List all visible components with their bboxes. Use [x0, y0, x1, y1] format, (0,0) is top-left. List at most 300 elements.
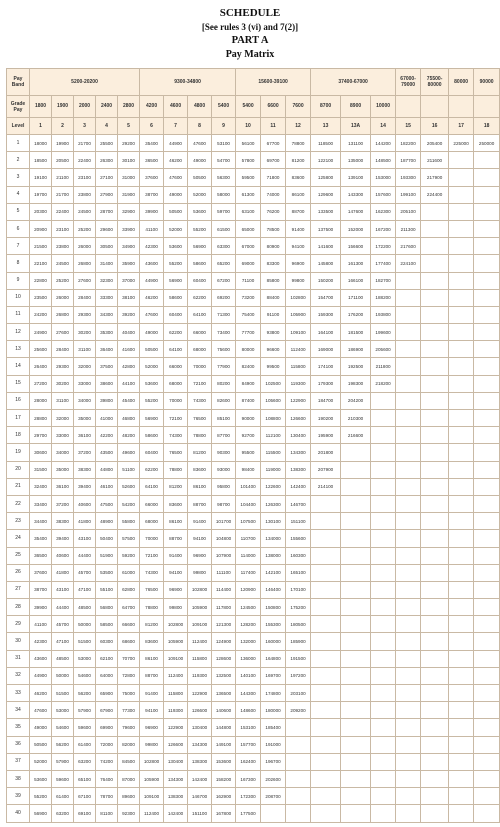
- table-row: [7, 547, 500, 564]
- pay-cell: [396, 358, 421, 375]
- grade-pay-row: [7, 96, 500, 118]
- pay-cell: 38700: [30, 581, 52, 598]
- pay-cell: [474, 513, 500, 530]
- pay-cell: 78800: [164, 461, 188, 478]
- pay-cell: 162300: [371, 203, 396, 220]
- pay-cell: 218200: [371, 375, 396, 392]
- pay-cell: 151100: [188, 805, 212, 822]
- pay-cell: 28700: [96, 203, 118, 220]
- pay-cell: 59700: [212, 203, 236, 220]
- pay-cell: [341, 633, 371, 650]
- pay-cell: 75600: [212, 341, 236, 358]
- pay-band-label: Pay Band: [7, 69, 30, 96]
- pay-cell: 70000: [140, 530, 164, 547]
- pay-cell: [311, 616, 341, 633]
- pay-cell: 193800: [371, 306, 396, 323]
- pay-cell: 77900: [212, 358, 236, 375]
- pay-cell: [421, 203, 449, 220]
- pay-cell: [396, 341, 421, 358]
- pay-cell: 81200: [164, 478, 188, 495]
- pay-cell: 201800: [311, 444, 341, 461]
- pay-cell: 56200: [74, 685, 96, 702]
- pay-cell: 59500: [236, 169, 261, 186]
- pay-cell: 196700: [261, 753, 286, 770]
- pay-cell: 26000: [52, 289, 74, 306]
- pay-cell: 21100: [52, 169, 74, 186]
- grade-pay-cell: 2800: [118, 96, 140, 118]
- pay-cell: 128600: [212, 650, 236, 667]
- pay-cell: [474, 805, 500, 822]
- pay-cell: [311, 547, 341, 564]
- pay-cell: 53600: [188, 203, 212, 220]
- pay-cell: [449, 702, 474, 719]
- pay-cell: 27600: [52, 324, 74, 341]
- pay-cell: [474, 633, 500, 650]
- pay-cell: 55200: [30, 788, 52, 805]
- pay-cell: 41800: [52, 564, 74, 581]
- pay-cell: 53000: [52, 702, 74, 719]
- row-index-cell: 4: [7, 186, 30, 203]
- pay-cell: 105900: [164, 633, 188, 650]
- pay-cell: 37200: [74, 444, 96, 461]
- pay-cell: 61300: [236, 186, 261, 203]
- pay-cell: 47600: [30, 702, 52, 719]
- row-index-cell: 11: [7, 306, 30, 323]
- pay-cell: 191000: [261, 736, 286, 753]
- pay-cell: [421, 255, 449, 272]
- pay-cell: 78500: [261, 220, 286, 237]
- pay-cell: [449, 581, 474, 598]
- pay-cell: [341, 650, 371, 667]
- pay-cell: [311, 685, 341, 702]
- pay-cell: 68000: [140, 513, 164, 530]
- pay-cell: 35400: [30, 530, 52, 547]
- pay-cell: 137500: [311, 220, 341, 237]
- pay-cell: 180500: [286, 616, 311, 633]
- pay-cell: 74300: [188, 392, 212, 409]
- pay-cell: 41100: [140, 220, 164, 237]
- pay-matrix-title: Pay Matrix: [225, 49, 275, 60]
- grade-pay-cell: 5400: [236, 96, 261, 118]
- pay-cell: [341, 444, 371, 461]
- pay-cell: 112400: [140, 805, 164, 822]
- pay-cell: 29600: [96, 220, 118, 237]
- grade-pay-cell: 7600: [286, 96, 311, 118]
- pay-cell: [341, 667, 371, 684]
- pay-cell: [396, 375, 421, 392]
- pay-cell: [421, 272, 449, 289]
- level-header-cell: 4: [96, 118, 118, 135]
- pay-cell: 28400: [74, 289, 96, 306]
- level-header-cell: 6: [140, 118, 164, 135]
- pay-cell: 67100: [74, 788, 96, 805]
- pay-cell: 31900: [118, 186, 140, 203]
- pay-cell: 50500: [30, 736, 52, 753]
- table-row: [7, 495, 500, 512]
- pay-cell: 58600: [164, 289, 188, 306]
- pay-cell: [371, 753, 396, 770]
- pay-cell: 41000: [96, 410, 118, 427]
- pay-cell: 38600: [96, 375, 118, 392]
- pay-cell: 172300: [236, 788, 261, 805]
- pay-cell: 188200: [371, 289, 396, 306]
- pay-cell: 72100: [140, 547, 164, 564]
- pay-cell: 193300: [396, 169, 421, 186]
- pay-cell: [311, 650, 341, 667]
- pay-cell: [449, 341, 474, 358]
- pay-cell: 39900: [140, 203, 164, 220]
- pay-cell: 99800: [188, 564, 212, 581]
- level-header-cell: 7: [164, 118, 188, 135]
- pay-cell: [449, 513, 474, 530]
- pay-cell: [421, 392, 449, 409]
- pay-cell: 39200: [118, 306, 140, 323]
- pay-cell: 109100: [188, 616, 212, 633]
- pay-cell: 134300: [286, 444, 311, 461]
- pay-cell: 36100: [74, 427, 96, 444]
- table-row: [7, 702, 500, 719]
- pay-cell: 87400: [236, 392, 261, 409]
- pay-cell: 135000: [341, 152, 371, 169]
- pay-cell: 48500: [52, 650, 74, 667]
- pay-cell: 23800: [74, 186, 96, 203]
- row-index-cell: 30: [7, 633, 30, 650]
- pay-cell: 174100: [311, 358, 341, 375]
- pay-cell: [474, 530, 500, 547]
- pay-cell: 199600: [371, 324, 396, 341]
- pay-cell: 160300: [286, 547, 311, 564]
- table-row: [7, 564, 500, 581]
- pay-cell: 83600: [188, 461, 212, 478]
- pay-cell: 34400: [30, 513, 52, 530]
- pay-cell: 53600: [164, 238, 188, 255]
- pay-cell: 155300: [261, 616, 286, 633]
- pay-cell: 130400: [164, 753, 188, 770]
- pay-cell: 142400: [164, 805, 188, 822]
- pay-cell: 47600: [188, 135, 212, 152]
- grade-pay-cell: [396, 96, 421, 118]
- pay-cell: 28400: [52, 341, 74, 358]
- pay-cell: 29300: [52, 358, 74, 375]
- pay-cell: 146700: [286, 495, 311, 512]
- level-header-cell: 10: [236, 118, 261, 135]
- pay-cell: [371, 702, 396, 719]
- pay-cell: 60400: [164, 306, 188, 323]
- pay-cell: 32000: [52, 410, 74, 427]
- pay-cell: 41800: [74, 513, 96, 530]
- grade-pay-cell: 8900: [341, 96, 371, 118]
- pay-cell: 77300: [118, 702, 140, 719]
- pay-cell: [449, 272, 474, 289]
- pay-cell: [449, 358, 474, 375]
- pay-cell: 170100: [286, 581, 311, 598]
- pay-cell: 105900: [286, 306, 311, 323]
- pay-cell: 122900: [188, 685, 212, 702]
- pay-cell: 44100: [118, 375, 140, 392]
- pay-cell: 96900: [164, 581, 188, 598]
- pay-cell: [421, 289, 449, 306]
- pay-cell: [311, 719, 341, 736]
- row-index-cell: 26: [7, 564, 30, 581]
- pay-cell: 79600: [118, 719, 140, 736]
- pay-cell: [449, 461, 474, 478]
- pay-cell: [449, 599, 474, 616]
- pay-cell: 69200: [212, 289, 236, 306]
- pay-cell: 153600: [212, 753, 236, 770]
- table-row: [7, 461, 500, 478]
- pay-cell: 23100: [74, 169, 96, 186]
- pay-cell: [396, 788, 421, 805]
- pay-cell: [371, 599, 396, 616]
- pay-cell: [449, 753, 474, 770]
- pay-cell: [474, 203, 500, 220]
- pay-cell: 107500: [236, 513, 261, 530]
- pay-cell: 203100: [286, 685, 311, 702]
- row-index-cell: 36: [7, 736, 30, 753]
- table-row: [7, 667, 500, 684]
- pay-cell: 211800: [371, 358, 396, 375]
- pay-cell: 39400: [52, 530, 74, 547]
- pay-cell: 21700: [52, 186, 74, 203]
- pay-cell: 57900: [52, 753, 74, 770]
- pay-cell: [341, 788, 371, 805]
- pay-cell: 50000: [74, 616, 96, 633]
- table-row: [7, 444, 500, 461]
- pay-cell: [396, 770, 421, 787]
- row-index-cell: 35: [7, 719, 30, 736]
- pay-cell: [449, 289, 474, 306]
- pay-cell: 19700: [30, 186, 52, 203]
- pay-cell: [341, 530, 371, 547]
- pay-cell: 65100: [74, 770, 96, 787]
- pay-cell: [286, 805, 311, 822]
- pay-cell: 144300: [236, 685, 261, 702]
- pay-cell: 55800: [118, 513, 140, 530]
- table-row: [7, 186, 500, 203]
- pay-cell: 26800: [74, 255, 96, 272]
- pay-cell: 130400: [286, 427, 311, 444]
- row-index-cell: 6: [7, 220, 30, 237]
- pay-cell: 99800: [286, 272, 311, 289]
- pay-cell: [341, 805, 371, 822]
- pay-cell: 154700: [311, 289, 341, 306]
- pay-cell: [421, 306, 449, 323]
- pay-cell: [474, 375, 500, 392]
- pay-cell: 105900: [188, 599, 212, 616]
- pay-cell: 56300: [212, 169, 236, 186]
- pay-cell: [449, 410, 474, 427]
- pay-cell: [311, 564, 341, 581]
- pay-cell: [371, 564, 396, 581]
- pay-cell: 40600: [52, 547, 74, 564]
- pay-cell: 44900: [30, 667, 52, 684]
- table-row: [7, 633, 500, 650]
- grade-pay-cell: [474, 96, 500, 118]
- pay-cell: 85800: [261, 272, 286, 289]
- pay-cell: 99500: [261, 358, 286, 375]
- pay-cell: [371, 461, 396, 478]
- grade-pay-cell: 1800: [30, 96, 52, 118]
- grade-pay-cell: 6600: [261, 96, 286, 118]
- pay-cell: 36100: [52, 478, 74, 495]
- table-row: [7, 152, 500, 169]
- pay-cell: [371, 392, 396, 409]
- pay-cell: 29700: [30, 427, 52, 444]
- pay-cell: 52000: [164, 220, 188, 237]
- pay-cell: 104800: [212, 530, 236, 547]
- pay-cell: 151100: [286, 513, 311, 530]
- pay-cell: 136000: [236, 650, 261, 667]
- pay-cell: [341, 513, 371, 530]
- pay-cell: [396, 685, 421, 702]
- pay-cell: 202600: [261, 770, 286, 787]
- pay-cell: [474, 169, 500, 186]
- pay-cell: 146700: [188, 788, 212, 805]
- pay-cell: 37200: [52, 495, 74, 512]
- row-index-cell: 31: [7, 650, 30, 667]
- pay-cell: 86100: [286, 186, 311, 203]
- pay-cell: 70000: [164, 392, 188, 409]
- pay-cell: 65000: [236, 220, 261, 237]
- pay-cell: 60400: [140, 444, 164, 461]
- table-row: [7, 341, 500, 358]
- pay-cell: 111100: [212, 564, 236, 581]
- pay-cell: 47600: [140, 306, 164, 323]
- pay-cell: 64700: [118, 599, 140, 616]
- pay-cell: 175200: [286, 599, 311, 616]
- pay-cell: [341, 547, 371, 564]
- pay-matrix-table: [6, 68, 500, 823]
- pay-cell: 139100: [341, 169, 371, 186]
- pay-cell: [341, 564, 371, 581]
- pay-cell: 44900: [164, 135, 188, 152]
- pay-cell: 140100: [236, 667, 261, 684]
- pay-cell: 182200: [396, 135, 421, 152]
- row-index-cell: 39: [7, 788, 30, 805]
- pay-cell: 87700: [212, 427, 236, 444]
- pay-cell: [449, 564, 474, 581]
- pay-cell: 191500: [286, 650, 311, 667]
- pay-cell: 38700: [140, 186, 164, 203]
- pay-cell: 83600: [164, 495, 188, 512]
- level-header-cell: 8: [188, 118, 212, 135]
- grade-pay-cell: 1900: [52, 96, 74, 118]
- pay-cell: [421, 788, 449, 805]
- pay-cell: [474, 341, 500, 358]
- pay-cell: [474, 358, 500, 375]
- pay-cell: 37600: [140, 169, 164, 186]
- pay-cell: 82000: [118, 736, 140, 753]
- pay-cell: [396, 272, 421, 289]
- pay-cell: 58600: [140, 427, 164, 444]
- table-row: [7, 375, 500, 392]
- pay-cell: 78800: [140, 599, 164, 616]
- pay-cell: 110700: [236, 530, 261, 547]
- pay-cell: 187700: [396, 152, 421, 169]
- row-index-cell: 28: [7, 599, 30, 616]
- pay-cell: 40400: [118, 324, 140, 341]
- pay-cell: 58000: [212, 186, 236, 203]
- row-index-cell: 24: [7, 530, 30, 547]
- pay-cell: 119300: [188, 667, 212, 684]
- pay-cell: 62200: [164, 324, 188, 341]
- pay-cell: 152000: [341, 220, 371, 237]
- pay-cell: [421, 220, 449, 237]
- pay-cell: 31000: [118, 169, 140, 186]
- pay-cell: 46200: [30, 685, 52, 702]
- pay-cell: [421, 616, 449, 633]
- pay-cell: 119000: [261, 461, 286, 478]
- pay-cell: 30500: [96, 238, 118, 255]
- pay-cell: 36500: [30, 547, 52, 564]
- pay-cell: 214100: [311, 478, 341, 495]
- pay-cell: 49000: [30, 719, 52, 736]
- pay-cell: 23500: [30, 289, 52, 306]
- row-index-cell: 21: [7, 478, 30, 495]
- pay-cell: [371, 581, 396, 598]
- level-header-cell: 1: [30, 118, 52, 135]
- pay-cell: [341, 616, 371, 633]
- pay-cell: 33000: [74, 375, 96, 392]
- pay-cell: 71300: [212, 306, 236, 323]
- row-index-cell: 8: [7, 255, 30, 272]
- pay-cell: 62800: [118, 581, 140, 598]
- pay-cell: 158200: [212, 770, 236, 787]
- row-index-cell: 25: [7, 547, 30, 564]
- pay-cell: 131100: [341, 135, 371, 152]
- pay-cell: [341, 685, 371, 702]
- pay-cell: [311, 495, 341, 512]
- grade-pay-cell: [449, 96, 474, 118]
- pay-cell: 112100: [261, 427, 286, 444]
- pay-cell: [341, 702, 371, 719]
- pay-cell: 39900: [30, 599, 52, 616]
- pay-cell: 69700: [261, 152, 286, 169]
- pay-cell: [371, 547, 396, 564]
- pay-cell: 54600: [74, 667, 96, 684]
- pay-cell: 58600: [188, 255, 212, 272]
- pay-cell: 36500: [140, 152, 164, 169]
- pay-cell: 132000: [236, 633, 261, 650]
- pay-cell: 129600: [311, 186, 341, 203]
- pay-cell: 125800: [311, 169, 341, 186]
- pay-cell: 48900: [96, 513, 118, 530]
- pay-cell: 119300: [286, 375, 311, 392]
- pay-cell: [449, 736, 474, 753]
- pay-cell: [371, 616, 396, 633]
- pay-cell: [421, 564, 449, 581]
- pay-cell: [396, 702, 421, 719]
- pay-cell: 56900: [30, 805, 52, 822]
- pay-cell: 105900: [140, 770, 164, 787]
- pay-cell: [396, 633, 421, 650]
- pay-cell: [371, 736, 396, 753]
- row-index-cell: 32: [7, 667, 30, 684]
- pay-cell: 95500: [236, 444, 261, 461]
- level-header-cell: 11: [261, 118, 286, 135]
- pay-cell: 69900: [96, 719, 118, 736]
- pay-cell: 56100: [236, 135, 261, 152]
- pay-cell: 45700: [74, 564, 96, 581]
- pay-cell: 122900: [164, 719, 188, 736]
- pay-cell: 208700: [261, 788, 286, 805]
- pay-cell: [421, 530, 449, 547]
- pay-cell: [449, 169, 474, 186]
- table-row: [7, 513, 500, 530]
- pay-cell: [286, 736, 311, 753]
- pay-cell: [474, 392, 500, 409]
- pay-cell: [421, 633, 449, 650]
